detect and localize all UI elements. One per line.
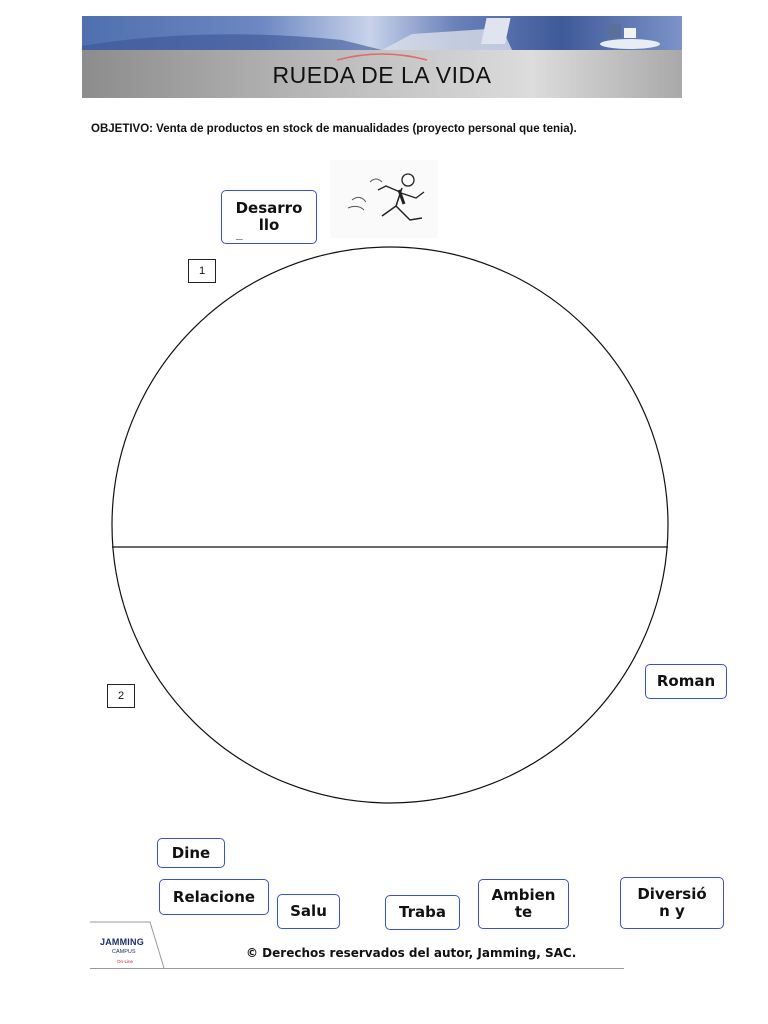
- category-ambiente: [478, 879, 569, 929]
- category-diversion: [620, 877, 724, 929]
- logo-sub: CAMPUS: [112, 949, 136, 955]
- marker-2: 2: [107, 684, 135, 708]
- page-title: RUEDA DE LA VIDA: [272, 62, 492, 88]
- category-diversion-label: Diversió n y: [637, 885, 707, 920]
- category-desarrollo-cut: _: [236, 227, 243, 241]
- category-trabajo: [385, 895, 460, 930]
- category-salud-label: Salu: [290, 902, 327, 920]
- category-romance: [645, 664, 727, 699]
- category-ambiente-label: Ambien te: [491, 886, 556, 921]
- category-dinero: [157, 838, 225, 868]
- category-desarrollo-label: Desarro llo: [235, 199, 303, 234]
- footer-divider: [90, 968, 624, 969]
- category-salud: [277, 894, 340, 929]
- category-dinero-label: Dine: [171, 843, 211, 862]
- marker-1: 1: [188, 259, 216, 283]
- copyright-text: © Derechos reservados del autor, Jamming, SAC.: [246, 946, 577, 960]
- jamming-logo: [92, 922, 162, 970]
- logo-tiny: On-Line: [117, 959, 134, 964]
- category-trabajo-label: Traba: [399, 903, 446, 921]
- wheel-circle: [112, 247, 668, 803]
- category-relaciones: [159, 879, 269, 915]
- category-relaciones-label: Relacione: [172, 887, 256, 906]
- category-romance-label: Roman: [656, 672, 716, 690]
- objective-text: OBJETIVO: Venta de productos en stock de manualidades (proyecto personal que tenia).: [91, 123, 577, 135]
- logo-brand: JAMMING: [100, 937, 144, 947]
